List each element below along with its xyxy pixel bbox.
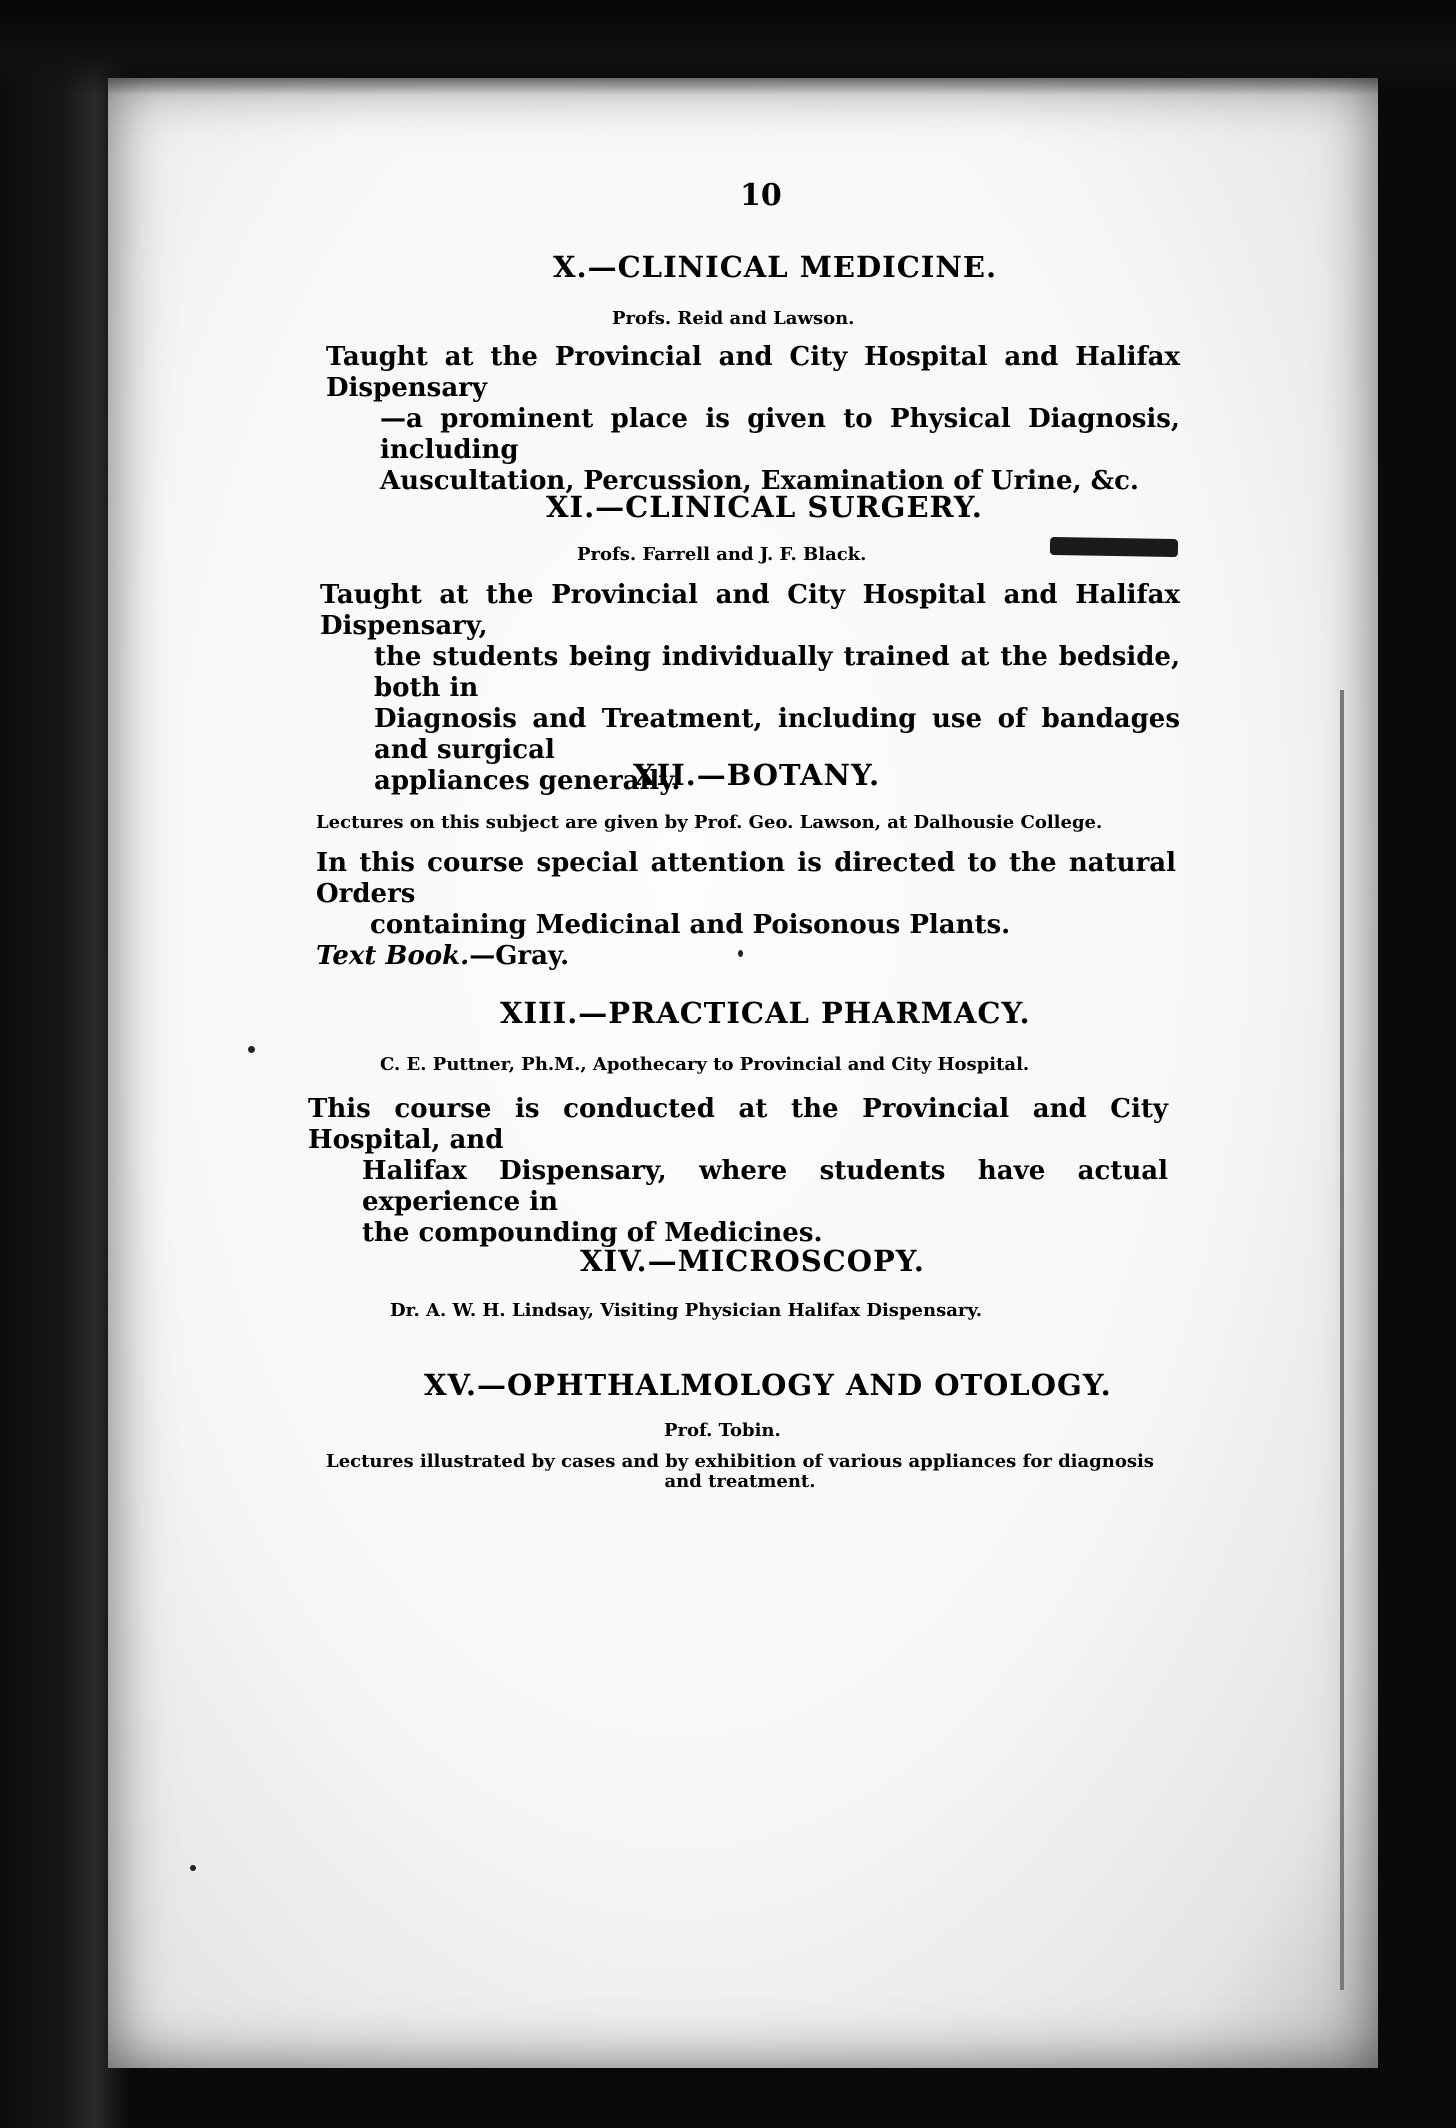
section-instructors-clinical-surgery: Profs. Farrell and J. F. Black.	[577, 544, 867, 565]
section-title-practical-pharmacy: XIII.—PRACTICAL PHARMACY.	[500, 996, 1031, 1030]
body-line: Halifax Dispensary, where students have actual experience in	[362, 1156, 1168, 1217]
body-line: the students being individually trained at the bedside, both in	[374, 642, 1180, 703]
scan-top-shadow	[0, 0, 1456, 95]
section-title-ophthalmology-otology: XV.—OPHTHALMOLOGY AND OTOLOGY.	[424, 1368, 1112, 1402]
section-body-botany	[316, 848, 1176, 972]
section-instructors-botany: Lectures on this subject are given by Prof. Geo. Lawson, at Dalhousie College.	[316, 812, 1103, 833]
section-instructors-clinical-medicine: Profs. Reid and Lawson.	[612, 308, 855, 329]
text-book-value: —Gray.	[469, 941, 570, 971]
text-book-line	[316, 941, 1176, 972]
section-instructors-practical-pharmacy: C. E. Puttner, Ph.M., Apothecary to Provincial and City Hospital.	[380, 1054, 1030, 1075]
section-title-clinical-surgery: XI.—CLINICAL SURGERY.	[546, 490, 983, 524]
page-fold-line	[1340, 690, 1344, 1990]
body-line: the compounding of Medicines.	[362, 1218, 823, 1248]
section-instructors-microscopy: Dr. A. W. H. Lindsay, Visiting Physician Halifax Dispensary.	[390, 1300, 983, 1321]
body-line: Lectures illustrated by cases and by exhibition of various appliances for diagnosis	[326, 1451, 1154, 1472]
section-body-clinical-medicine	[326, 342, 1180, 497]
text-book-label: Text Book.	[316, 941, 470, 971]
body-line: This course is conducted at the Provincial and City Hospital, and	[308, 1094, 1168, 1155]
ink-blot	[1050, 537, 1178, 557]
section-body-ophthalmology-otology	[300, 1452, 1180, 1492]
section-title-clinical-medicine: X.—CLINICAL MEDICINE.	[553, 250, 998, 284]
body-line: containing Medicinal and Poisonous Plants.	[370, 910, 1011, 940]
body-line: Taught at the Provincial and City Hospital and Halifax Dispensary	[326, 342, 1180, 403]
page-number: 10	[740, 178, 782, 213]
body-line: Diagnosis and Treatment, including use of bandages and surgical	[374, 704, 1180, 765]
section-body-practical-pharmacy	[308, 1094, 1168, 1249]
body-line: Auscultation, Percussion, Examination of Urine, &c.	[380, 466, 1139, 496]
section-instructors-ophthalmology-otology: Prof. Tobin.	[664, 1420, 781, 1441]
ink-speck	[190, 1865, 196, 1871]
section-title-botany: XII.—BOTANY.	[633, 758, 881, 792]
body-line: In this course special attention is directed to the natural Orders	[316, 848, 1176, 909]
body-line: and treatment.	[664, 1471, 816, 1492]
body-line: appliances generally.	[374, 766, 681, 796]
body-line: —a prominent place is given to Physical Diagnosis, including	[380, 404, 1180, 465]
ink-speck	[248, 1046, 255, 1053]
body-line: Taught at the Provincial and City Hospital and Halifax Dispensary,	[320, 580, 1180, 641]
section-title-microscopy: XIV.—MICROSCOPY.	[580, 1244, 925, 1278]
